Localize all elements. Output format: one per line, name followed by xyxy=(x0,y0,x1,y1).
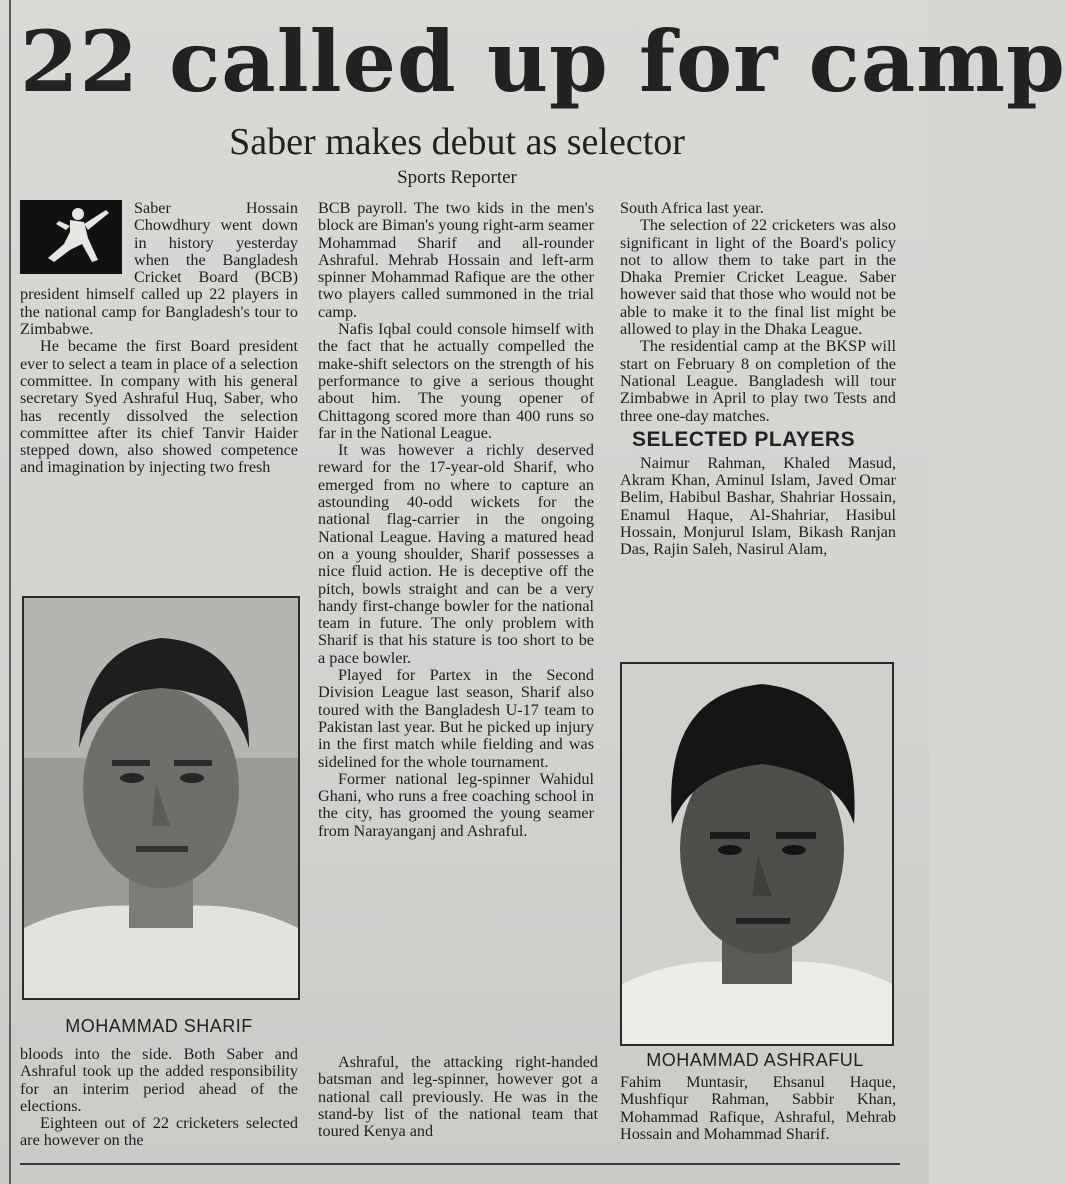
section-title: SELECTED PLAYERS xyxy=(632,427,856,451)
paragraph: Nafis Iqbal could console himself with the fact that he actually compelled the make-shift selectors on the strength of his performance to give a serious thought about him. The young opener of Chittagong scored more than 400 runs so far in the National League. xyxy=(318,320,594,442)
headline: 22 called up for camp xyxy=(20,12,1066,111)
paragraph: bloods into the side. Both Saber and Ashraful took up the added responsibility for an interim period ahead of the elections. xyxy=(20,1045,298,1115)
photo-caption: MOHAMMAD SHARIF xyxy=(65,1016,253,1036)
photo-mohammad-ashraful xyxy=(620,662,894,1046)
byline: Sports Reporter xyxy=(397,167,517,188)
photo-mohammad-sharif xyxy=(22,596,300,1000)
paragraph: Former national leg-spinner Wahidul Ghani, who runs a free coaching school in the city, has groomed the young seamer from Narayanganj and Ashraful. xyxy=(318,769,594,840)
paragraph: Saber Hossain Chowdhury went down in history yesterday when the Bangladesh Cricket Board (BCB) president himself called up 22 players in the national camp for Bangladesh's tour to Zimbabwe. xyxy=(20,199,298,339)
column-3 xyxy=(620,200,896,559)
photo-caption: MOHAMMAD ASHRAFUL xyxy=(646,1050,864,1070)
paragraph: Played for Partex in the Second Division League last season, Sharif also toured with the Bangladesh U-17 team to Pakistan last year. But he picked up injury in the first match while fielding and was sidelined for the whole tournament. xyxy=(318,666,594,771)
paragraph: It was however a richly deserved reward for the 17-year-old Sharif, who emerged from no where to capture an astounding 40-odd wickets for the national flag-carrier in the ongoing National League. Having a matured head on a young shoulder, Sharif possesses a nice fluid action. He is deceptive off the pitch, bowls straight and can be a very handy first-change bowler for the national team in future. The only problem with Sharif is that his stature is too short to be a pace bowler. xyxy=(318,441,594,667)
column-1-bottom xyxy=(20,1046,298,1150)
player-list: Naimur Rahman, Khaled Masud, Akram Khan, Aminul Islam, Javed Omar Belim, Habibul Bashar, Shahriar Hossain, Enamul Haque, Al-Shahriar, Hasibul Hossain, Monjurul Islam, Bikash Ranjan Das, Rajin Saleh, Nasirul Alam, xyxy=(620,453,896,559)
paragraph: Ashraful, the attacking right-handed batsman and leg-spinner, however got a national call previously. He was in the stand-by list of the national team that toured Kenya and xyxy=(318,1053,598,1141)
paragraph: The residential camp at the BKSP will start on February 8 on completion of the National League. Bangladesh will tour Zimbabwe in April to play two Tests and three one-day matches. xyxy=(620,337,896,425)
column-2-bottom xyxy=(318,1054,598,1140)
paragraph: He became the first Board president ever to select a team in place of a selection committee. In company with his general secretary Syed Ashraful Huq, Saber, who has recently dissolved the selection committee after its chief Tanvir Haider stepped down, also showed competence and imagination by injecting two fresh xyxy=(20,337,298,477)
player-list: Fahim Muntasir, Ehsanul Haque, Mushfiqur Rahman, Sabbir Khan, Mohammad Rafique, Ashraful, Mehrab Hossain and Mohammad Sharif. xyxy=(620,1073,896,1143)
subheadline: Saber makes debut as selector xyxy=(229,121,685,163)
paragraph: Eighteen out of 22 cricketers selected are however on the xyxy=(20,1114,298,1150)
column-2 xyxy=(318,200,594,840)
paragraph: South Africa last year. xyxy=(620,199,764,217)
paragraph: The selection of 22 cricketers was also significant in light of the Board's policy not to allow them to take part in the Dhaka Premier Cricket League. Saber however said that those who would not be able to make it to the final list might be allowed to play in the Dhaka League. xyxy=(620,216,896,339)
column-3-bottom xyxy=(620,1074,896,1143)
cricket-batsman-icon xyxy=(20,200,122,274)
column-1-top xyxy=(20,200,298,572)
paragraph: BCB payroll. The two kids in the men's block are Biman's young right-arm seamer Mohammad Sharif and all-rounder Ashraful. Mehrab Hossain and left-arm spinner Mohammad Rafique are the other two players called summoned in the trial camp. xyxy=(318,199,594,321)
bottom-rule xyxy=(20,1163,900,1165)
